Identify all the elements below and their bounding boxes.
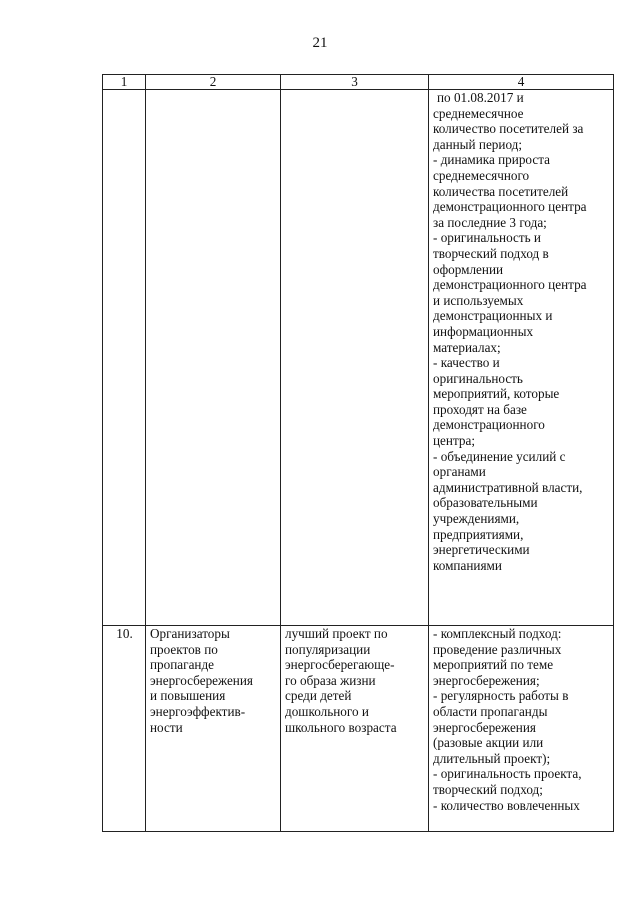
criteria-line: демонстрационных и xyxy=(433,308,553,324)
criteria-line: образовательными xyxy=(433,495,538,511)
criteria-line: компаниями xyxy=(433,557,502,573)
criteria-line: (разовые акции или xyxy=(433,735,544,751)
criteria-line: информационных xyxy=(433,323,534,339)
criteria-line: за последние 3 года; xyxy=(433,214,547,230)
row-number: 10. xyxy=(103,626,146,832)
criteria-line: административной власти, xyxy=(433,479,583,495)
nomination-line: пропаганде xyxy=(150,657,215,673)
table-header-row xyxy=(103,75,614,90)
header-col-2: 2 xyxy=(146,75,281,90)
criteria-line: проходят на базе xyxy=(433,401,527,417)
criteria-line: области пропаганды xyxy=(433,703,548,719)
project-line: дошкольного и xyxy=(285,703,369,719)
criteria-line: демонстрационного центра xyxy=(433,277,587,293)
criteria-line: предприятиями, xyxy=(433,526,524,542)
criteria-line: мероприятий, которые xyxy=(433,386,560,402)
table-row-10 xyxy=(103,626,614,832)
project-line: школьного возраста xyxy=(285,719,397,735)
page-number: 21 xyxy=(312,35,328,51)
criteria-table xyxy=(102,74,614,832)
criteria-line: - качество и xyxy=(433,355,500,371)
project-line: го образа жизни xyxy=(285,672,376,688)
criteria-line: - оригинальность и xyxy=(433,230,541,246)
nomination-line: Организаторы xyxy=(150,626,230,641)
cont-cell-3 xyxy=(281,90,429,626)
nomination-cell xyxy=(146,626,281,832)
criteria-line: количества посетителей xyxy=(433,183,569,199)
nomination-line: проектов по xyxy=(150,641,218,657)
criteria-line: по 01.08.2017 и xyxy=(437,90,524,105)
criteria-line: проведение различных xyxy=(433,641,562,657)
project-cell xyxy=(281,626,429,832)
criteria-line: оформлении xyxy=(433,261,504,277)
criteria-text xyxy=(433,626,610,813)
criteria-line: - количество вовлеченных xyxy=(433,797,580,813)
criteria-line: учреждениями, xyxy=(433,511,520,527)
criteria-line: демонстрационного центра xyxy=(433,199,587,215)
project-line: среди детей xyxy=(285,688,352,704)
criteria-line: данный период; xyxy=(433,136,523,152)
project-line: лучший проект по xyxy=(285,626,388,641)
nomination-text xyxy=(150,626,277,735)
criteria-line: оригинальность xyxy=(433,370,523,386)
criteria-line: - комплексный подход: xyxy=(433,626,562,641)
cont-cell-1 xyxy=(103,90,146,626)
project-line: энергосберегающе- xyxy=(285,657,395,673)
project-text xyxy=(285,626,425,735)
criteria-cell xyxy=(429,626,614,832)
criteria-line: - объединение усилий с xyxy=(433,448,566,464)
nomination-line: и повышения xyxy=(150,688,226,704)
nomination-line: энергосбережения xyxy=(150,672,253,688)
criteria-line: демонстрационного xyxy=(433,417,545,433)
criteria-line: энергосбережения xyxy=(433,719,536,735)
header-col-3: 3 xyxy=(281,75,429,90)
criteria-line: среднемесячного xyxy=(433,167,530,183)
cont-criteria-text xyxy=(433,90,610,573)
criteria-line: - динамика прироста xyxy=(433,152,550,168)
criteria-line: длительный проект); xyxy=(433,750,551,766)
criteria-line: энергосбережения; xyxy=(433,672,540,688)
criteria-line: энергетическими xyxy=(433,542,530,558)
header-col-4: 4 xyxy=(429,75,614,90)
criteria-line: материалах; xyxy=(433,339,501,355)
criteria-line: среднемесячное xyxy=(433,105,524,121)
criteria-line: творческий подход; xyxy=(433,781,543,797)
project-line: популяризации xyxy=(285,641,371,657)
criteria-line: - регулярность работы в xyxy=(433,688,569,704)
cont-cell-4 xyxy=(429,90,614,626)
criteria-line: и используемых xyxy=(433,292,524,308)
criteria-line: мероприятий по теме xyxy=(433,657,554,673)
criteria-line: - оригинальность проекта, xyxy=(433,766,582,782)
table-row-continuation xyxy=(103,90,614,626)
criteria-line: количество посетителей за xyxy=(433,121,584,137)
nomination-line: энергоэффектив- xyxy=(150,703,246,719)
criteria-line: творческий подход в xyxy=(433,245,549,261)
criteria-line: центра; xyxy=(433,433,476,449)
criteria-line: органами xyxy=(433,464,486,480)
header-col-1: 1 xyxy=(103,75,146,90)
nomination-line: ности xyxy=(150,719,183,735)
cont-cell-2 xyxy=(146,90,281,626)
